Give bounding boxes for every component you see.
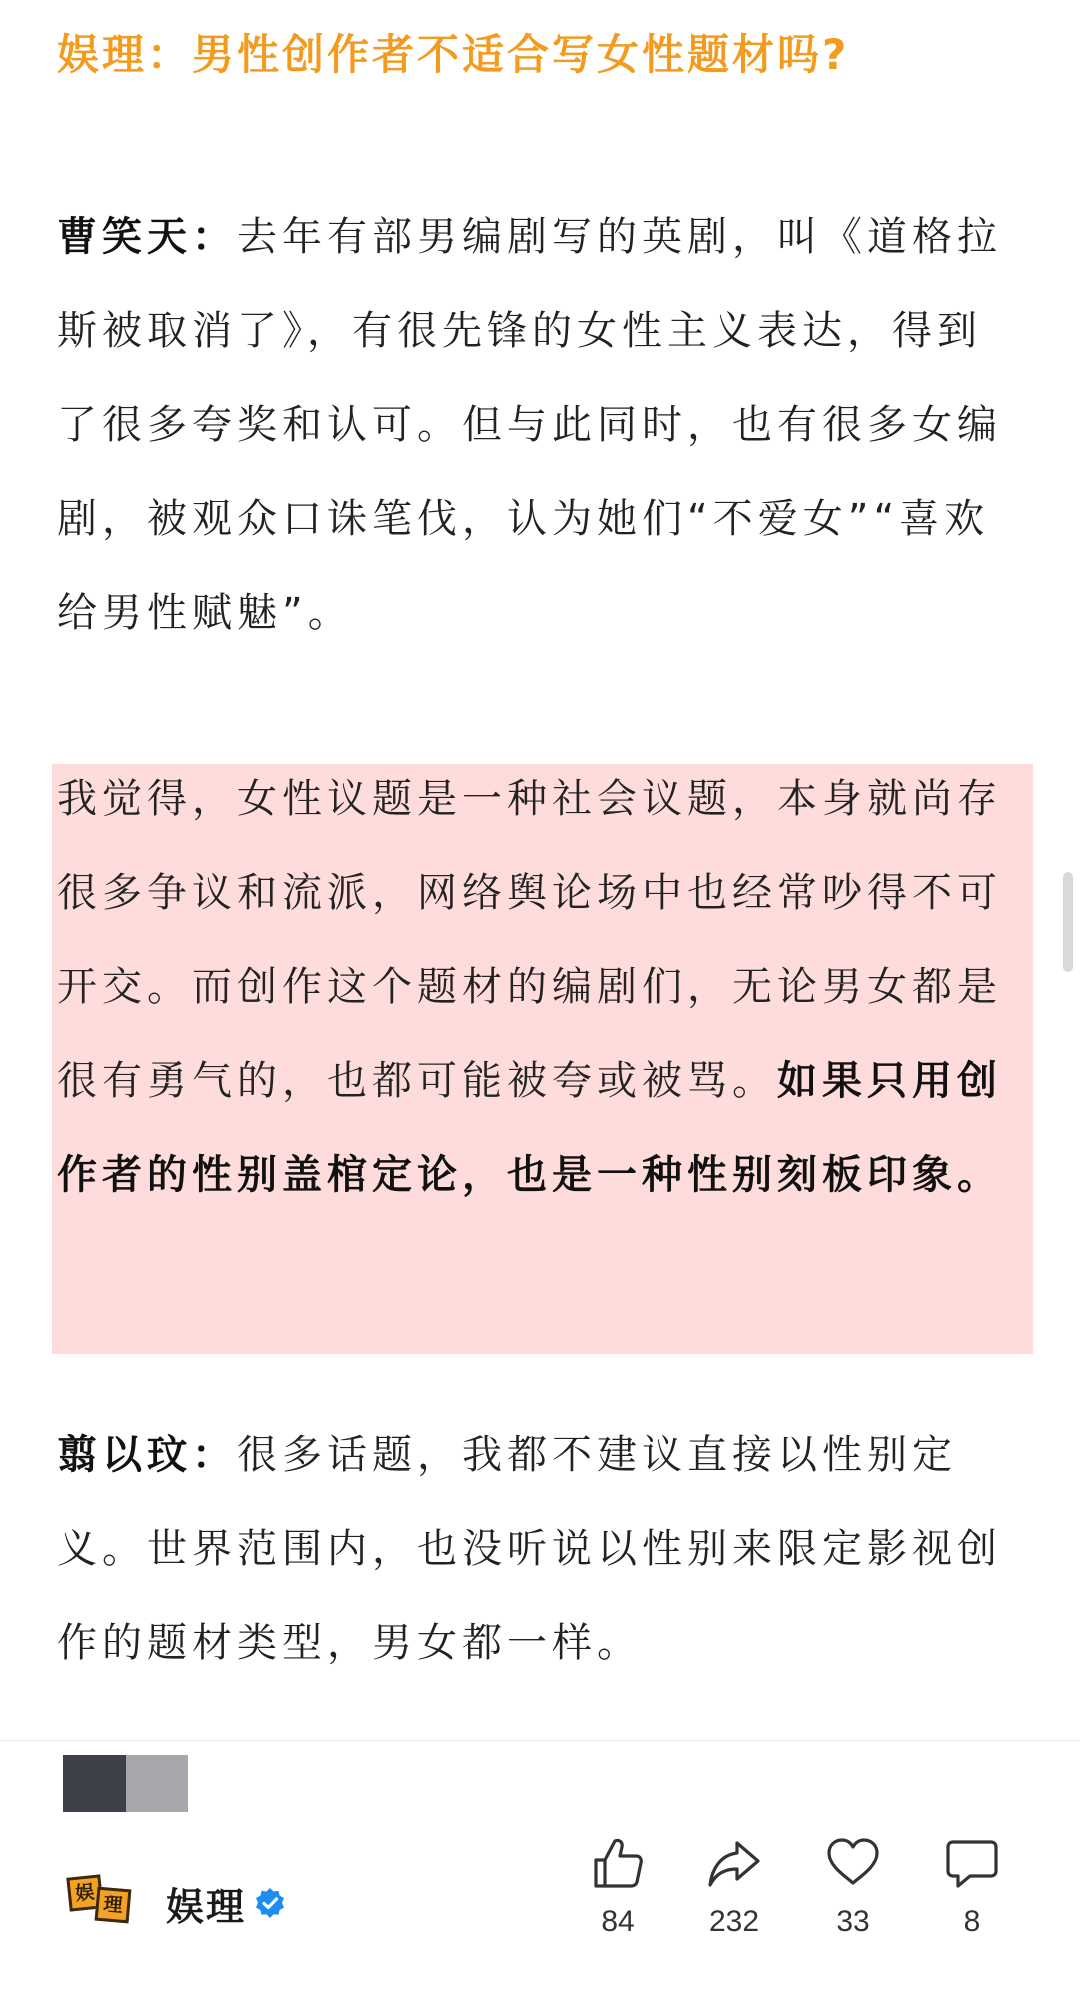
speaker-label: 翦以玟： [57,1432,237,1478]
speaker-label: 曹笑天： [57,214,237,260]
paragraph-jian [57,1408,1023,1690]
thumbs-up-icon [590,1835,646,1891]
like-button[interactable] [568,1835,668,1939]
paragraph-text: 很多话题，我都不建议直接以性别定义。世界范围内，也没听说以性别来限定影视创作的题材类型，男女都一样。 [57,1432,1002,1666]
share-arrow-icon [706,1835,762,1891]
share-button[interactable] [684,1835,784,1939]
share-count: 232 [708,1905,760,1938]
redacted-block [126,1755,188,1812]
paragraph-bold-text: 如果只用创作者的性别盖棺定论，也是一种性别刻板印象。 [57,1058,1002,1198]
favorite-count: 33 [836,1905,870,1938]
comment-count: 8 [963,1905,981,1938]
logo-tile: 理 [95,1887,132,1924]
redacted-block [63,1755,126,1812]
favorite-button[interactable] [803,1835,903,1939]
author-name[interactable]: 娱理 [166,1884,247,1929]
paragraph-text: 我觉得，女性议题是一种社会议题，本身就尚存很多争议和流派，网络舆论场中也经常吵得不可开交。而创作这个题材的编剧们，无论男女都是很有勇气的，也都可能被夸或被骂。 [57,776,1002,1104]
divider [0,1740,1080,1741]
paragraph-highlight [57,752,1023,1222]
paragraph-cao [57,190,1023,660]
scrollbar-thumb[interactable] [1063,872,1073,972]
comment-bubble-icon [944,1835,1000,1891]
like-count: 84 [601,1905,635,1938]
comment-button[interactable] [922,1835,1022,1939]
post-headline: 娱理：男性创作者不适合写女性题材吗? [57,30,850,79]
logo-tile: 娱 [66,1874,103,1911]
heart-icon [825,1835,881,1891]
action-bar [0,1835,1080,1955]
paragraph-text: 去年有部男编剧写的英剧，叫《道格拉斯被取消了》，有很先锋的女性主义表达，得到了很多夸奖和认可。但与此同时，也有很多女编剧，被观众口诛笔伐，认为她们“不爱女”“喜欢给男性赋魅”。 [57,214,1002,636]
